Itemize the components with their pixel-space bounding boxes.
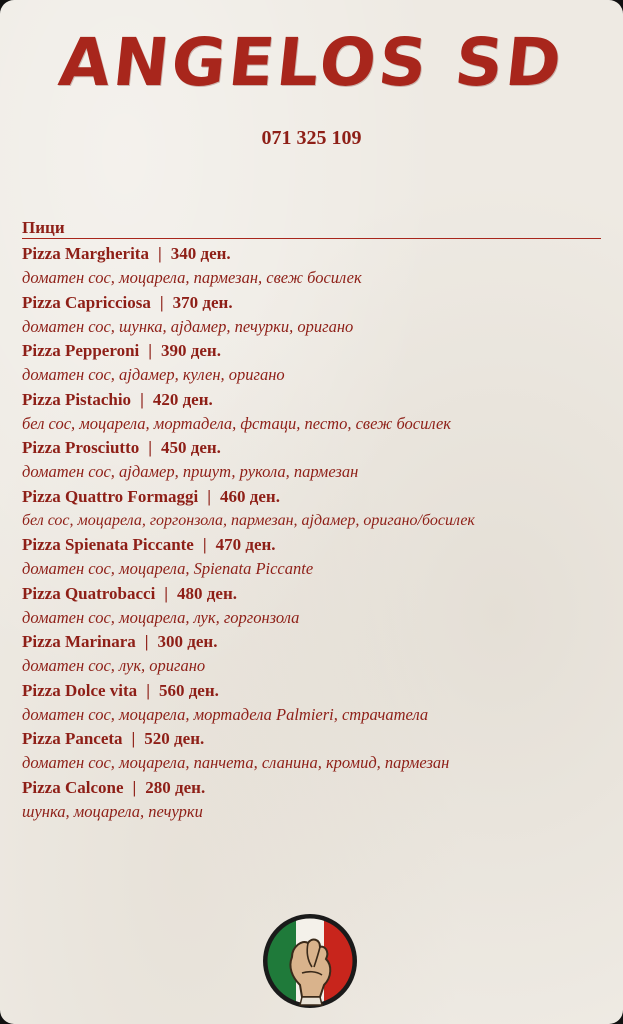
menu-item-price: 420 ден. — [152, 389, 213, 409]
menu-item — [22, 533, 612, 582]
menu-item — [22, 339, 612, 388]
menu-item-title — [22, 291, 612, 315]
menu-item-description: шунка, моцарела, печурки — [22, 801, 203, 821]
menu-item-description: доматен сос, моцарела, пармезан, свеж босилек — [22, 268, 362, 287]
menu-item-title — [22, 533, 612, 557]
menu-item-title — [22, 776, 612, 800]
menu-item-price: 560 ден. — [158, 680, 219, 700]
menu-item — [22, 727, 612, 776]
menu-item-description: доматен сос, моцарела, Spienata Piccante — [22, 559, 314, 578]
menu-item-price: 390 ден. — [161, 341, 221, 360]
menu-item — [22, 242, 612, 291]
menu-item-price: 280 ден. — [145, 777, 206, 797]
menu-item-description: бел сос, моцарела, горгонзола, пармезан, ајдамер, оригано/босилек — [22, 511, 475, 529]
price-separator: | — [159, 292, 164, 312]
menu-item-description: доматен сос, моцарела, мортадела Palmieri, страчатела — [22, 704, 429, 724]
menu-item-name: Pizza Panceta — [22, 729, 123, 748]
menu-item-name: Pizza Dolce vita — [22, 680, 138, 700]
menu-item-description: доматен сос, шунка, ајдамер, печурки, оригано — [22, 316, 354, 336]
brand-title: ANGELOS SD — [55, 24, 568, 101]
price-separator: | — [202, 535, 207, 554]
menu-item — [22, 679, 612, 728]
menu-item-price: 450 ден. — [160, 438, 221, 457]
menu-item-price: 520 ден. — [144, 729, 205, 748]
menu-item-price: 460 ден. — [220, 486, 280, 506]
price-separator: | — [131, 729, 136, 748]
menu-item-title — [22, 388, 612, 412]
menu-item-price: 370 ден. — [172, 292, 233, 312]
price-separator: | — [146, 680, 150, 700]
menu-item — [22, 291, 612, 340]
phone-number[interactable]: 071 325 109 — [261, 127, 362, 149]
price-separator: | — [144, 632, 149, 651]
menu-item-name: Pizza Marinara — [22, 632, 136, 651]
price-separator: | — [164, 583, 169, 603]
menu-item-price: 480 ден. — [177, 583, 237, 603]
menu-item — [22, 630, 612, 679]
menu-item — [22, 582, 612, 631]
section-divider — [22, 238, 601, 239]
menu-item-title — [22, 582, 612, 606]
menu-item-name: Pizza Pepperoni — [22, 341, 140, 360]
price-separator: | — [148, 438, 152, 457]
price-separator: | — [132, 777, 137, 797]
menu-item-title — [22, 679, 612, 703]
menu-item-title — [22, 630, 612, 654]
menu-item-description: доматен сос, моцарела, лук, горгонзола — [22, 607, 300, 627]
section-title-pizzas: Пици — [22, 218, 65, 237]
menu-item-title — [22, 339, 612, 363]
menu-item-name: Pizza Margherita — [22, 244, 149, 263]
menu-item — [22, 776, 612, 825]
menu-item-description: доматен сос, ајдамер, кулен, оригано — [22, 365, 285, 384]
price-separator: | — [207, 486, 212, 506]
menu-item-price: 300 ден. — [157, 632, 218, 651]
menu-item-name: Pizza Spienata Piccante — [22, 535, 194, 554]
menu-item-description: бел сос, моцарела, мортадела, фстаци, песто, свеж босилек — [22, 413, 452, 433]
menu-item-name: Pizza Prosciutto — [22, 438, 140, 457]
menu-item-name: Pizza Quattro Formaggi — [22, 486, 199, 506]
menu-item-description: доматен сос, моцарела, панчета, сланина, кромид, пармезан — [22, 753, 450, 772]
menu-item-price: 470 ден. — [215, 535, 276, 554]
menu-item-name: Pizza Capricciosa — [22, 292, 151, 312]
menu-item-title — [22, 727, 612, 751]
italian-hand-gesture-icon — [262, 913, 358, 1009]
menu-item-name: Pizza Calcone — [22, 777, 124, 797]
menu-item-title — [22, 436, 612, 460]
menu-item — [22, 388, 612, 437]
price-separator: | — [148, 341, 152, 360]
menu-item-title — [22, 485, 612, 509]
price-separator: | — [140, 389, 144, 409]
menu-item — [22, 436, 612, 485]
menu-item — [22, 485, 612, 534]
menu-item-price: 340 ден. — [170, 244, 231, 263]
menu-item-name: Pizza Quatrobacci — [22, 583, 156, 603]
menu-item-title — [22, 242, 612, 266]
price-separator: | — [157, 244, 162, 263]
menu-item-description: доматен сос, лук, оригано — [22, 656, 206, 675]
menu-item-name: Pizza Pistachio — [22, 389, 132, 409]
menu-list — [22, 242, 612, 824]
menu-item-description: доматен сос, ајдамер, пршут, рукола, пармезан — [22, 462, 359, 481]
